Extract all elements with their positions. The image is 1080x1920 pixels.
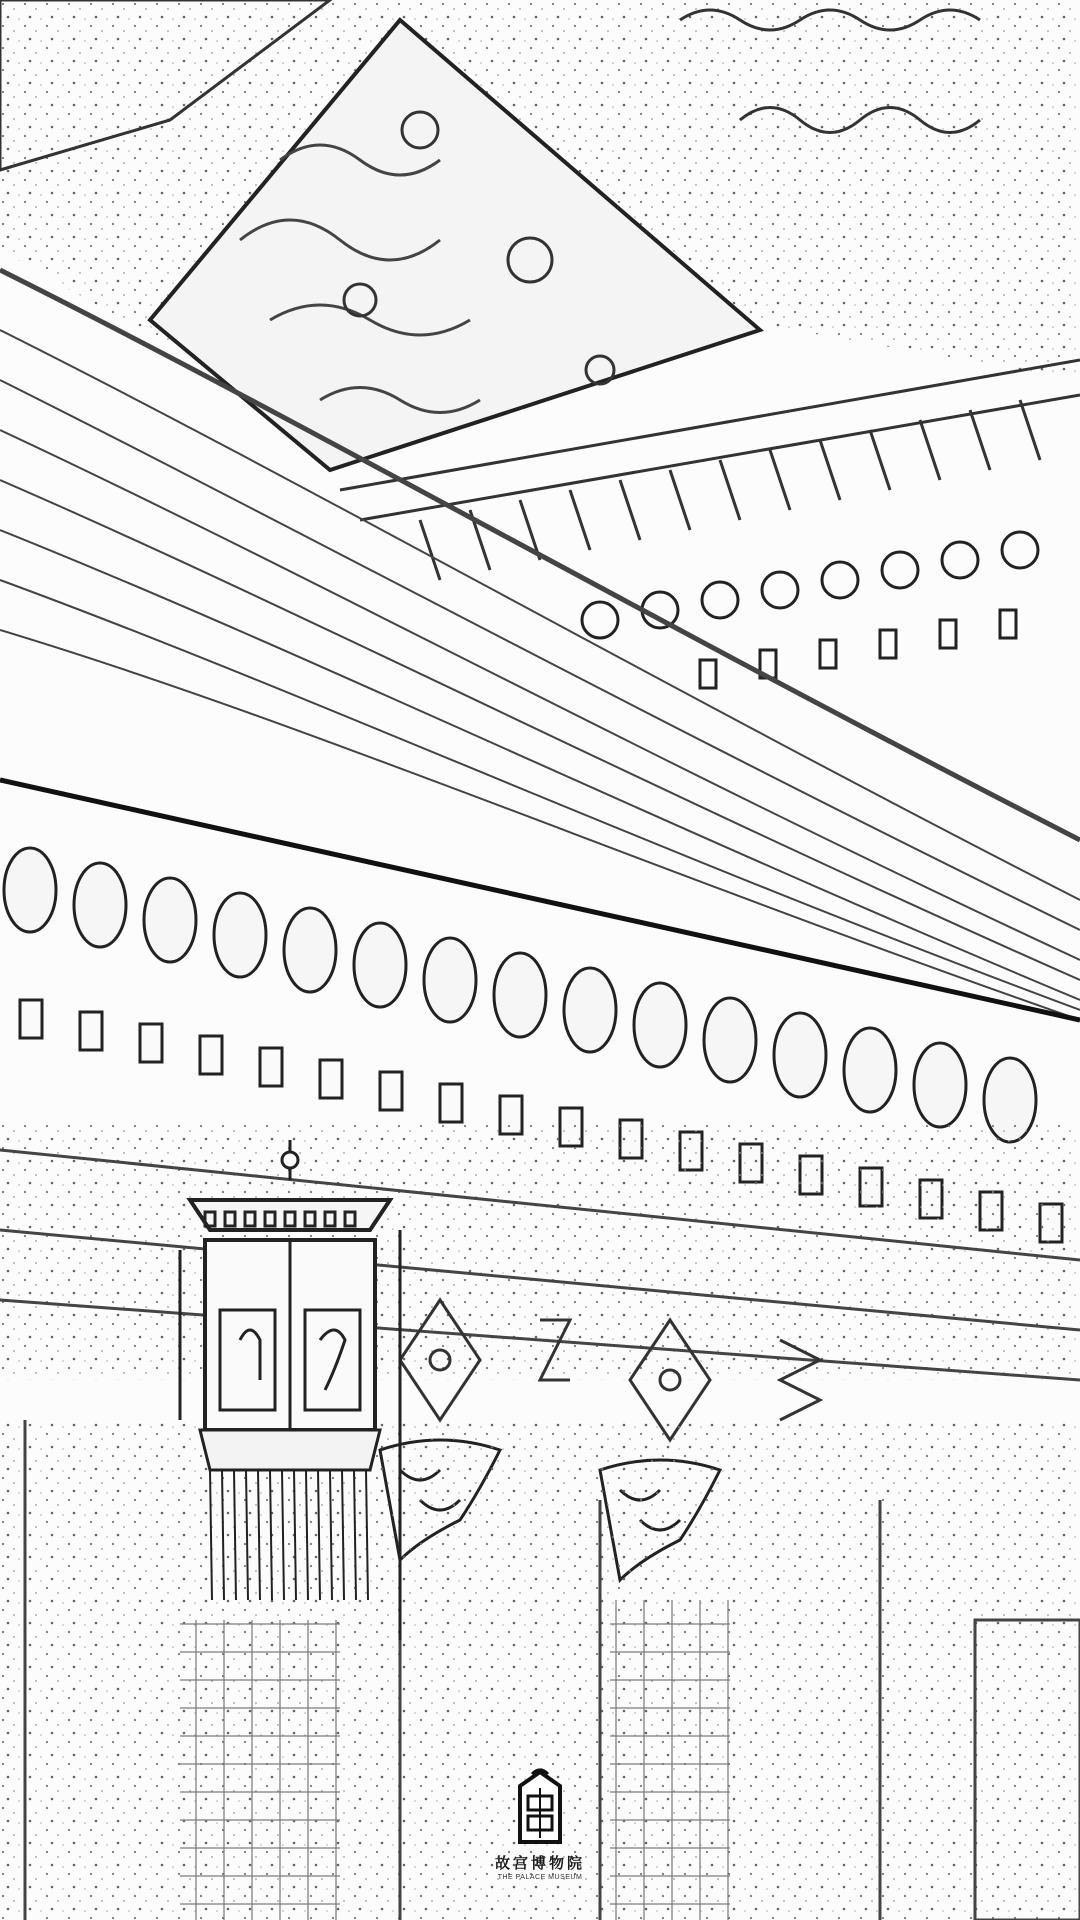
upper-roof <box>0 0 1080 470</box>
window-lattice-left <box>180 1620 340 1920</box>
painted-beams <box>0 1120 1080 1440</box>
palace-gate-emblem-icon <box>510 1768 570 1848</box>
logo-english-name: THE PALACE MUSEUM <box>497 1874 583 1881</box>
palace-museum-logo <box>490 1768 590 1908</box>
window-lattice-mid <box>610 1600 730 1920</box>
upper-tile-ends <box>582 532 1038 688</box>
logo-chinese-name: 故宫博物院 <box>494 1854 585 1872</box>
